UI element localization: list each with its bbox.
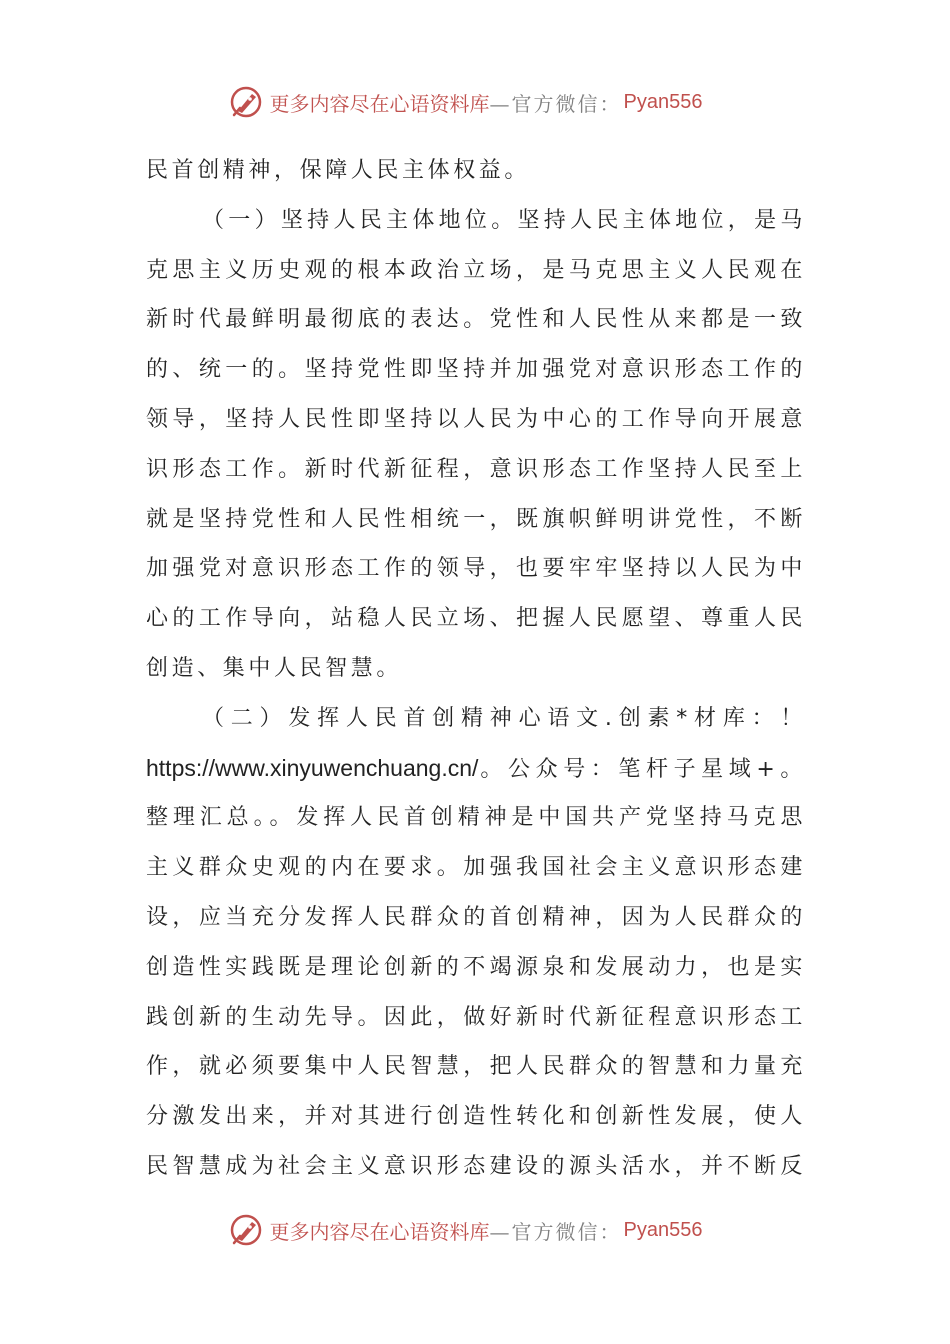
- text-line: 整理汇总。。发挥人民首创精神是中国共产党坚持马克思: [146, 805, 806, 831]
- text-line: [146, 744, 806, 794]
- text-line: 主义群众史观的内在要求。加强我国社会主义意识形态建: [146, 855, 806, 881]
- banner-wechat-id: Pyan556: [623, 90, 703, 113]
- text-line-rest: 。公众号：笔杆子星域+。: [478, 756, 806, 782]
- website-link[interactable]: https://www.xinyuwenchuang.cn/: [146, 754, 479, 781]
- text-line: 识形态工作。新时代新征程，意识形态工作坚持人民至上: [146, 456, 806, 482]
- text-line: 践创新的生动先导。因此，做好新时代新征程意识形态工: [146, 1004, 806, 1030]
- text-line: 新时代最鲜明最彻底的表达。党性和人民性从来都是一致: [146, 307, 806, 333]
- banner-official-label: —官方微信：: [489, 91, 622, 116]
- banner-title: 更多内容尽在心语资料库: [269, 91, 490, 116]
- pen-nib-circle-logo-icon: [228, 1212, 264, 1248]
- text-line: 民首创精神，保障人民主体权益。: [146, 158, 531, 183]
- footer-banner-inner: [228, 1212, 703, 1248]
- text-line: 设，应当充分发挥人民群众的首创精神，因为人民群众的: [146, 904, 806, 930]
- header-banner-inner: [228, 84, 703, 120]
- text-line: 民智慧成为社会主义意识形态建设的源头活水，并不断反: [146, 1153, 806, 1179]
- text-line: （一）坚持人民主体地位。坚持人民主体地位，是马: [202, 207, 806, 233]
- text-line: 领导，坚持人民性即坚持以人民为中心的工作导向开展意: [146, 406, 806, 432]
- text-line: 就是坚持党性和人民性相统一，既旗帜鲜明讲党性，不断: [146, 506, 806, 532]
- pen-nib-circle-logo-icon: [228, 84, 264, 120]
- banner-wechat-id: Pyan556: [623, 1218, 703, 1241]
- banner-official-label: —官方微信：: [489, 1219, 622, 1244]
- text-line: 克思主义历史观的根本政治立场，是马克思主义人民观在: [146, 257, 806, 283]
- document-body: [146, 146, 806, 1192]
- text-line: （二）发挥人民首创精神心语文.创素*材库：！: [202, 705, 806, 731]
- text-line: 创造性实践既是理论创新的不竭源泉和发展动力，也是实: [146, 954, 806, 980]
- text-line: 创造、集中人民智慧。: [146, 655, 403, 681]
- text-line: 作，就必须要集中人民智慧，把人民群众的智慧和力量充: [146, 1054, 806, 1080]
- text-line: 加强党对意识形态工作的领导，也要牢牢坚持以人民为中: [146, 556, 806, 582]
- banner-title: 更多内容尽在心语资料库: [269, 1219, 490, 1244]
- header-banner: [0, 80, 950, 124]
- text-line: 分激发出来，并对其进行创造性转化和创新性发展，使人: [146, 1104, 806, 1130]
- footer-banner: [0, 1208, 950, 1252]
- text-line: 的、统一的。坚持党性即坚持并加强党对意识形态工作的: [146, 357, 806, 383]
- text-line: 心的工作导向，站稳人民立场、把握人民愿望、尊重人民: [146, 606, 806, 632]
